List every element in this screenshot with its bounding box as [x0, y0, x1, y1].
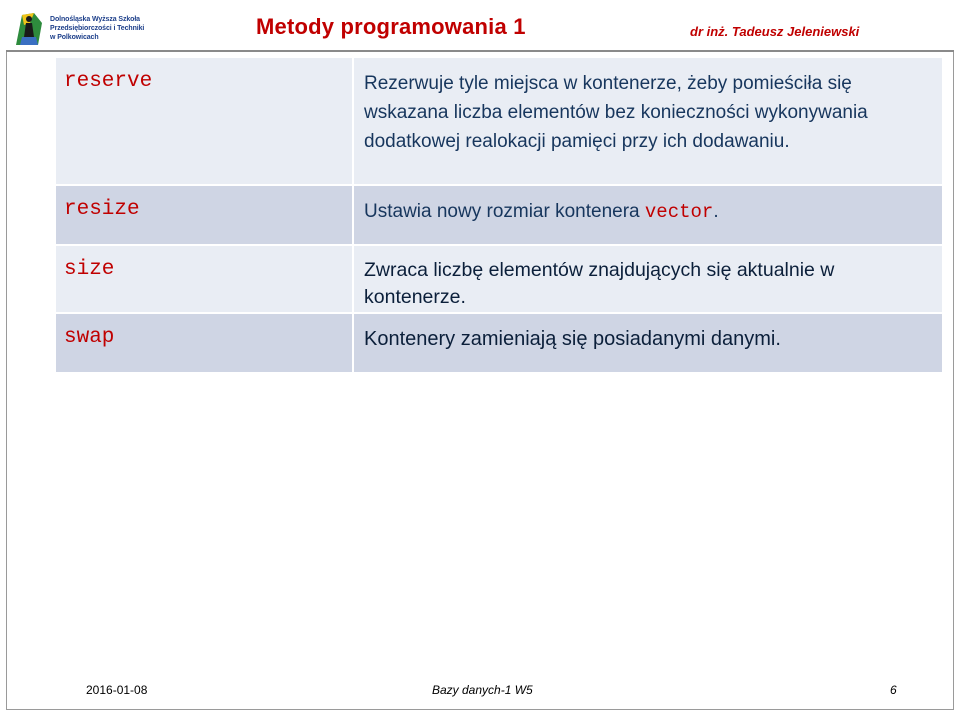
footer-course: Bazy danych-1 W5: [432, 683, 533, 697]
university-logo-icon: [12, 9, 46, 47]
function-table: [54, 56, 944, 374]
table-row: [55, 313, 943, 373]
description-text: Ustawia nowy rozmiar kontenera: [364, 201, 645, 222]
description-text: .: [713, 201, 719, 222]
function-description: Rezerwuje tyle miejsca w kontenerze, żeby pomieściła się wskazana liczba elementów bez konieczności wykonywania dodatkowej realokacji pamięci przy ich dodawaniu.: [353, 57, 943, 185]
logo-text: [50, 15, 144, 42]
function-description: [353, 185, 943, 245]
function-name: swap: [55, 313, 353, 373]
page-number: 6: [890, 683, 897, 697]
footer-date: 2016-01-08: [86, 683, 148, 697]
table-row: [55, 185, 943, 245]
logo-line: Przedsiębiorczości i Techniki: [50, 24, 145, 32]
table-row: [55, 57, 943, 185]
function-name: reserve: [55, 57, 353, 185]
slide-title: Metody programowania 1: [256, 14, 526, 39]
author-name: dr inż. Tadeusz Jeleniewski: [690, 24, 860, 39]
code-keyword: vector: [644, 201, 714, 223]
university-logo: [12, 8, 150, 48]
logo-line: w Polkowicach: [50, 33, 99, 41]
logo-line: Dolnośląska Wyższa Szkoła: [50, 15, 140, 23]
function-description: Zwraca liczbę elementów znajdujących się aktualnie w kontenerze.: [353, 245, 943, 313]
function-name: size: [55, 245, 353, 313]
slide-header: [6, 6, 954, 52]
function-name: resize: [55, 185, 353, 245]
function-description: Kontenery zamieniają się posiadanymi danymi.: [353, 313, 943, 373]
table-row: [55, 245, 943, 313]
